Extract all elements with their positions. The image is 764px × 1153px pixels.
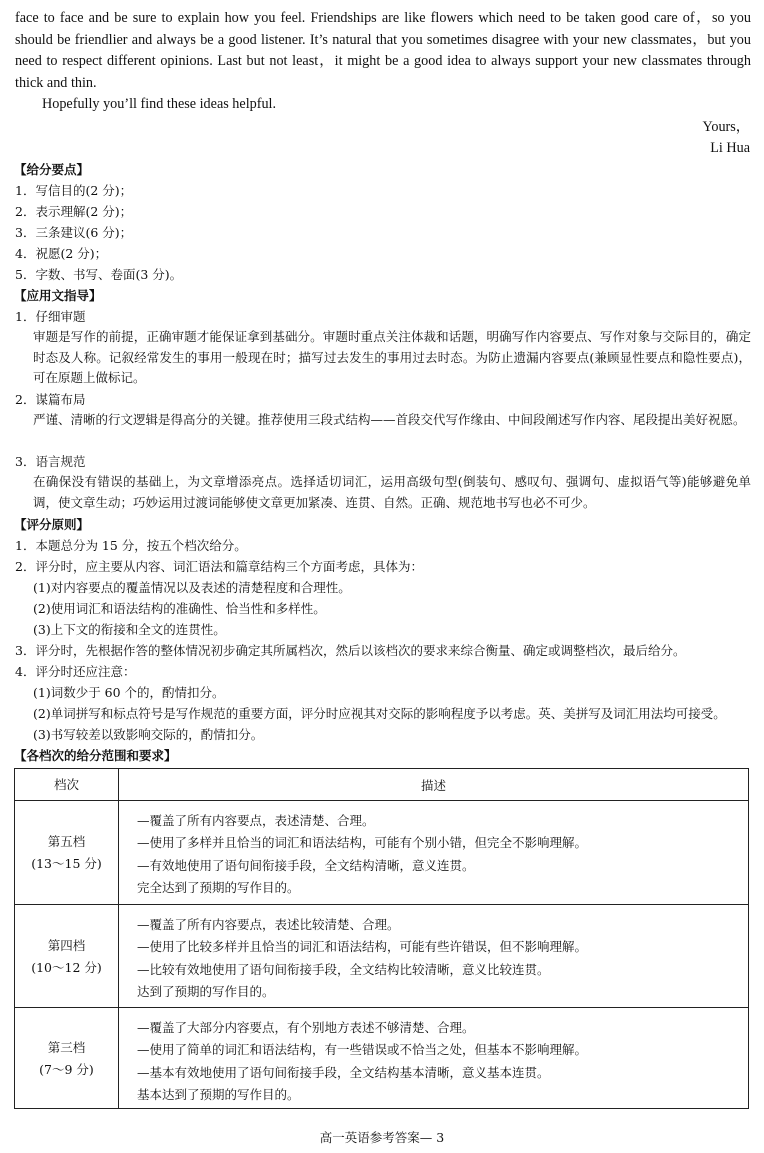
description-line: 达到了预期的写作目的。 (137, 983, 275, 999)
grading-principle-line: (1)对内容要点的覆盖情况以及表述的清楚程度和合理性。 (33, 580, 351, 595)
guide-heading: 3．语言规范 (15, 454, 86, 469)
grading-principle-line: (3)书写较差以致影响交际的，酌情扣分。 (33, 727, 264, 742)
description-line: —覆盖了大部分内容要点，有个别地方表述不够清楚、合理。 (137, 1020, 475, 1035)
writing-guide-title: 【应用文指导】 (14, 288, 102, 303)
description-line: —比较有效地使用了语句间衔接手段，全文结构比较清晰，意义比较连贯。 (137, 961, 550, 977)
level-range: (7～9 分) (39, 1061, 94, 1077)
scoring-point-item: 5．字数、书写、卷面(3 分)。 (15, 267, 183, 282)
level-range: (10～12 分) (31, 959, 102, 975)
letter-sign-off: Yours， (702, 119, 750, 135)
description-cell (119, 1008, 748, 1109)
level-name: 第四档 (47, 937, 86, 953)
table-row (15, 800, 748, 905)
description-line: 基本达到了预期的写作目的。 (137, 1086, 300, 1102)
description-line: —覆盖了所有内容要点，表述比较清楚、合理。 (137, 917, 400, 932)
grading-principle-line: 3．评分时，先根据作答的整体情况初步确定其所属档次，然后以该档次的要求来综合衡量、确定或调整档次，最后给分。 (15, 643, 686, 658)
grading-principle-line: 1．本题总分为 15 分，按五个档次给分。 (15, 538, 247, 553)
description-line: —覆盖了所有内容要点，表述清楚、合理。 (137, 813, 375, 828)
description-line: —基本有效地使用了语句间衔接手段，全文结构基本清晰，意义基本连贯。 (137, 1064, 550, 1080)
scoring-point-item: 4．祝愿(2 分)； (15, 246, 108, 261)
page-footer: 高一英语参考答案— 3 (319, 1130, 445, 1145)
grading-principle-line: (2)使用词汇和语法结构的准确性、恰当性和多样性。 (33, 601, 326, 616)
description-line: —使用了多样并且恰当的词汇和语法结构，可能有个别小错，但完全不影响理解。 (137, 835, 588, 851)
grading-principle-line: 4．评分时还应注意： (15, 664, 136, 679)
score-table-title: 【各档次的给分范围和要求】 (14, 748, 177, 763)
table-row (15, 1007, 748, 1109)
letter-paragraph: face to face and be sure to explain how you feel. Friendships are like flowers which need to be taken good care of，so you should be friendlier and always be a good listener. It’s natural that you sometimes disagree with your new classmates，but you need to respect different opinions. Last but not least，it might be a good idea to always support your new classmates through thick and thin. (15, 10, 751, 91)
grading-principle-line: (3)上下文的衔接和全文的连贯性。 (33, 622, 226, 637)
letter-body (15, 8, 751, 116)
guide-text: 在确保没有错误的基础上，为文章增添亮点。选择适切词汇，运用高级句型(倒装句、感叹句、强调句、虚拟语气等)能够避免单调，使文章生动；巧妙运用过渡词能够使文章更加紧凑、连贯、自然。正确、规范地书写也必不可少。 (33, 474, 751, 510)
level-range: (13～15 分) (31, 856, 102, 871)
table-header-row (15, 769, 748, 800)
description-line: —有效地使用了语句间衔接手段，全文结构清晰，意义连贯。 (137, 857, 475, 873)
letter-closing-line: Hopefully you’ll find these ideas helpful. (42, 96, 277, 112)
guide-heading: 2．谋篇布局 (15, 392, 86, 407)
description-cell (119, 801, 748, 905)
table-header-description: 描述 (420, 777, 446, 793)
level-cell (15, 905, 119, 1008)
guide-text: 审题是写作的前提，正确审题才能保证拿到基础分。审题时重点关注体裁和话题，明确写作内容要点、写作对象与交际目的，确定时态及人称。记叙经常发生的事用一般现在时；描写过去发生的事用过去时态。为防止遗漏内容要点(兼顾显性要点和隐性要点)，可在原题上做标记。 (33, 329, 751, 385)
letter-signature: Li Hua (710, 140, 750, 156)
level-cell (15, 801, 119, 905)
scoring-point-item: 1．写信目的(2 分)； (15, 183, 133, 198)
grading-principle-line: (1)词数少于 60 个的，酌情扣分。 (33, 685, 225, 700)
level-name: 第三档 (47, 1039, 86, 1055)
table-row (15, 904, 748, 1008)
table-header-level: 档次 (15, 769, 119, 800)
level-name: 第五档 (47, 834, 86, 849)
guide-text: 严谨、清晰的行文逻辑是得高分的关键。推荐使用三段式结构——首段交代写作缘由、中间段阐述写作内容、尾段提出美好祝愿。 (33, 412, 746, 427)
scoring-point-item: 3．三条建议(6 分)； (15, 225, 133, 240)
description-line: —使用了比较多样并且恰当的词汇和语法结构，可能有些许错误，但不影响理解。 (137, 939, 588, 955)
scoring-point-item: 2．表示理解(2 分)； (15, 204, 133, 219)
description-cell (119, 905, 748, 1008)
description-line: —使用了简单的词汇和语法结构，有一些错误或不恰当之处，但基本不影响理解。 (137, 1042, 588, 1058)
grading-principles-title: 【评分原则】 (14, 517, 90, 532)
level-cell (15, 1008, 119, 1109)
description-line: 完全达到了预期的写作目的。 (137, 879, 300, 895)
grading-principle-line: 2．评分时，应主要从内容、词汇语法和篇章结构三个方面考虑，具体为： (15, 559, 423, 574)
grading-principle-line: (2)单词拼写和标点符号是写作规范的重要方面，评分时应视其对交际的影响程度予以考虑。英、美拼写及词汇用法均可接受。 (33, 706, 726, 721)
score-level-table (14, 768, 749, 1109)
scoring-points-title: 【给分要点】 (14, 162, 90, 177)
guide-heading: 1．仔细审题 (15, 309, 86, 324)
